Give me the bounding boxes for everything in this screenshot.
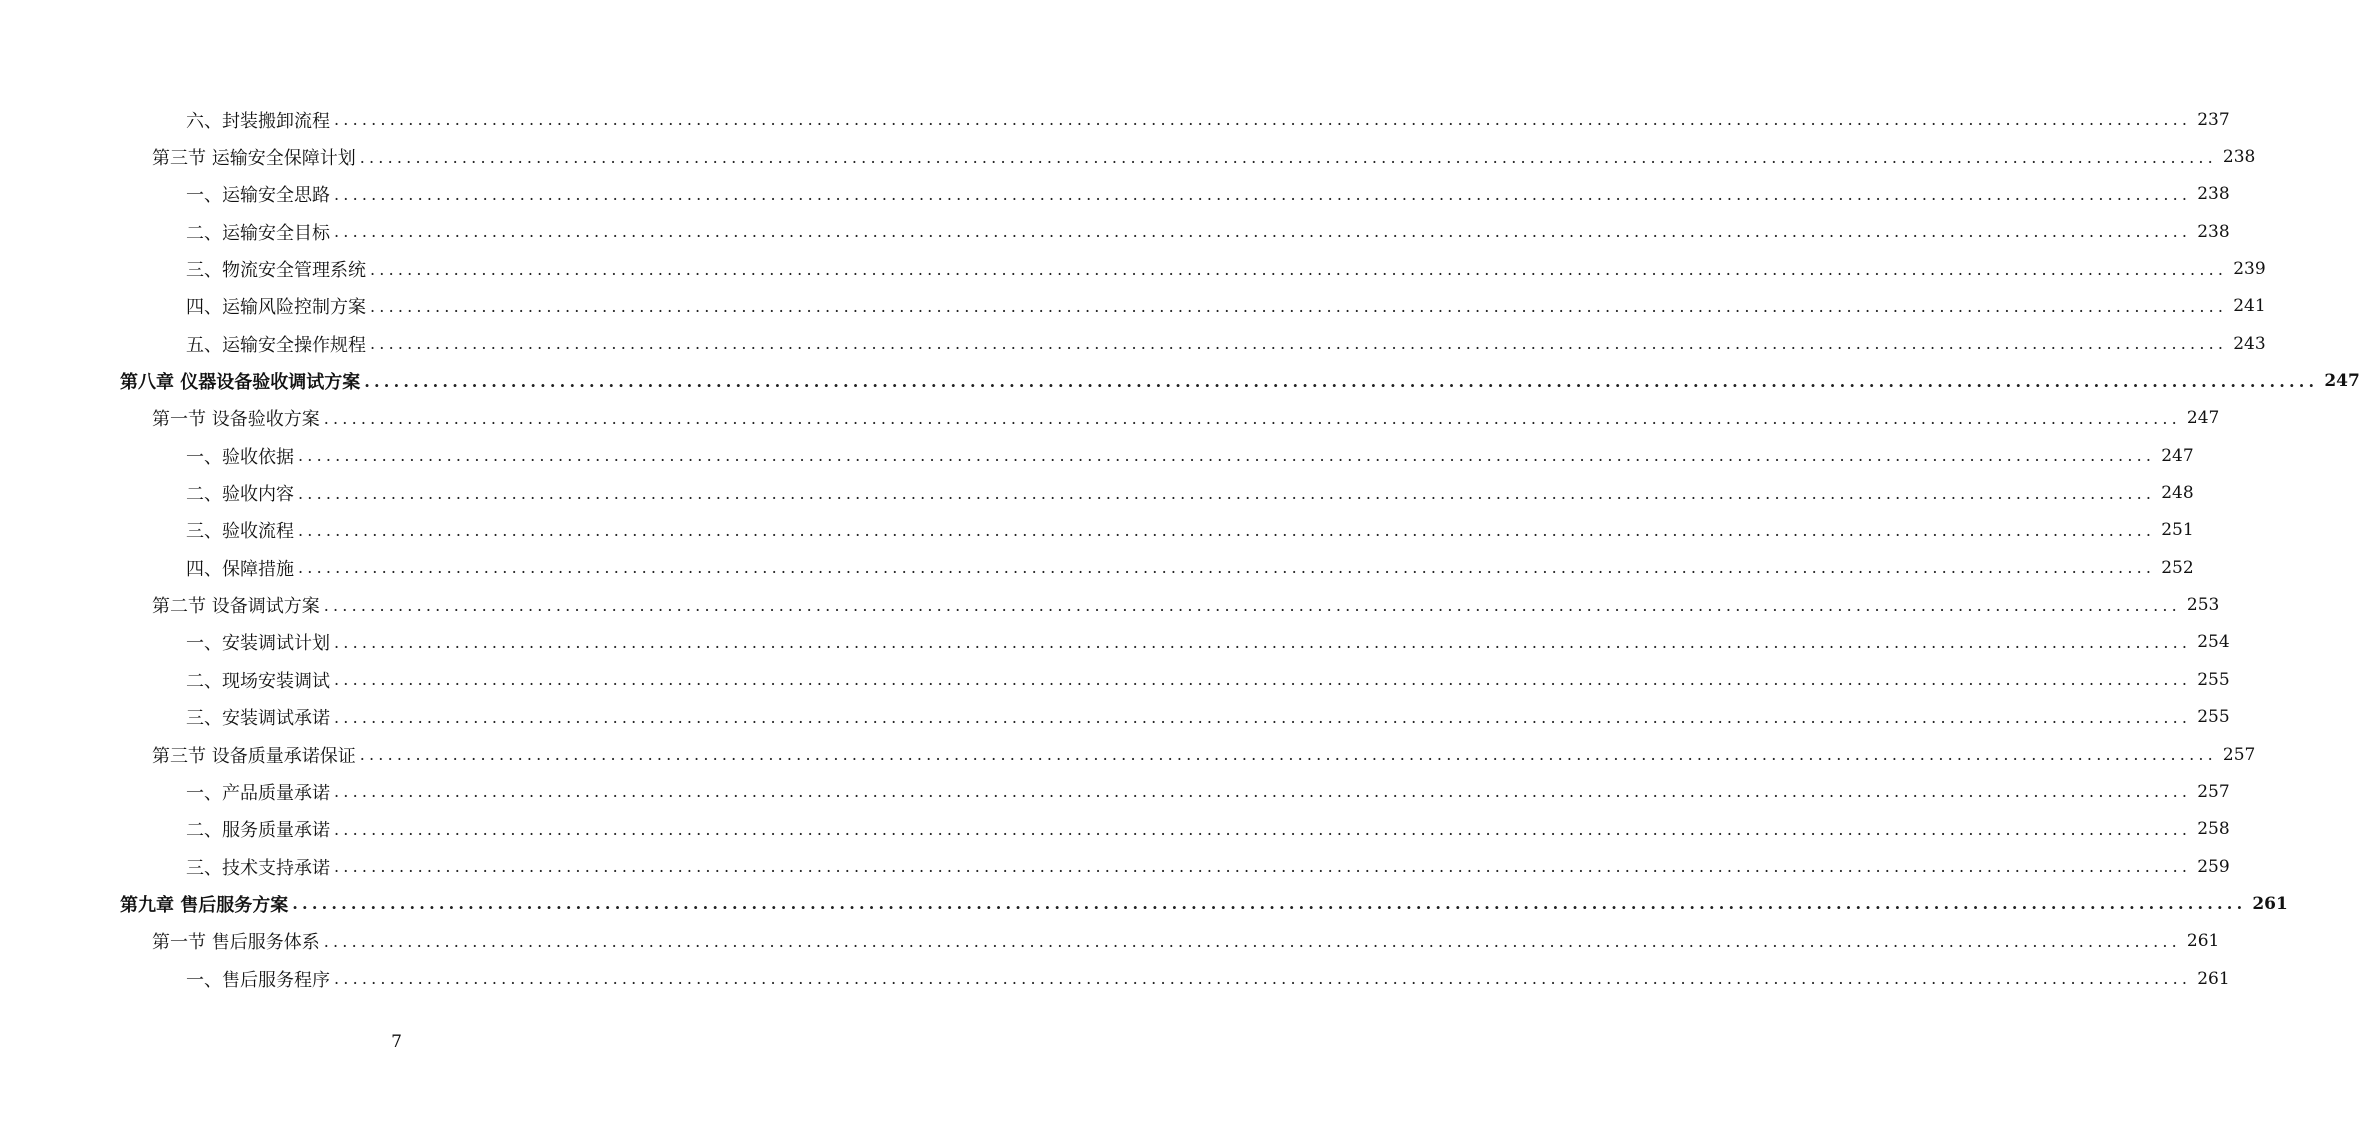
dot-leader: ........................................................................................................................................................................................................ <box>359 745 2217 765</box>
toc-entry[interactable] <box>0 586 2220 623</box>
dot-leader: ........................................................................................................................................................................................................ <box>298 446 2156 466</box>
toc-entry-title: 三、验收流程 <box>186 517 298 543</box>
toc-entry-title: 一、验收依据 <box>186 443 298 469</box>
toc-entry-title: 一、安装调试计划 <box>186 629 334 655</box>
toc-entry[interactable] <box>0 288 2266 325</box>
page-number: 7 <box>391 1032 402 1052</box>
toc-entry[interactable] <box>0 250 2266 287</box>
toc-entry-title: 二、验收内容 <box>186 480 298 506</box>
toc-entry-page: 255 <box>2191 670 2229 690</box>
toc-entry-title: 第三节 设备质量承诺保证 <box>152 742 360 768</box>
toc-entry-page: 257 <box>2191 782 2229 802</box>
toc-entry-page: 253 <box>2181 595 2219 615</box>
toc-entry[interactable] <box>0 138 2256 175</box>
toc-entry[interactable] <box>0 400 2220 437</box>
dot-leader: ........................................................................................................................................................................................................ <box>298 483 2156 503</box>
dot-leader: ........................................................................................................................................................................................................ <box>370 259 2228 279</box>
dot-leader: ........................................................................................................................................................................................................ <box>364 371 2319 391</box>
table-of-contents <box>0 101 2360 997</box>
toc-entry-title: 一、运输安全思路 <box>186 181 334 207</box>
dot-leader: ........................................................................................................................................................................................................ <box>298 558 2156 578</box>
toc-entry-title: 三、技术支持承诺 <box>186 854 334 880</box>
toc-entry-page: 238 <box>2191 222 2229 242</box>
toc-entry-page: 257 <box>2217 745 2255 765</box>
toc-entry-page: 261 <box>2191 969 2229 989</box>
toc-entry-title: 六、封装搬卸流程 <box>186 107 334 133</box>
toc-entry[interactable] <box>0 736 2256 773</box>
dot-leader: ........................................................................................................................................................................................................ <box>334 184 2192 204</box>
toc-entry-title: 第九章 售后服务方案 <box>120 891 292 917</box>
toc-entry[interactable] <box>0 325 2266 362</box>
dot-leader: ........................................................................................................................................................................................................ <box>323 408 2181 428</box>
toc-entry-page: 251 <box>2155 520 2193 540</box>
toc-entry-title: 第二节 设备调试方案 <box>152 592 324 618</box>
dot-leader: ........................................................................................................................................................................................................ <box>334 857 2192 877</box>
toc-entry-title: 四、保障措施 <box>186 555 298 581</box>
toc-entry[interactable] <box>0 885 2288 922</box>
toc-entry[interactable] <box>0 773 2230 810</box>
toc-entry[interactable] <box>0 960 2230 997</box>
dot-leader: ........................................................................................................................................................................................................ <box>292 894 2247 914</box>
toc-entry-title: 二、现场安装调试 <box>186 667 334 693</box>
toc-entry-title: 五、运输安全操作规程 <box>186 331 370 357</box>
toc-entry-title: 二、服务质量承诺 <box>186 816 334 842</box>
toc-entry-title: 二、运输安全目标 <box>186 219 334 245</box>
dot-leader: ........................................................................................................................................................................................................ <box>334 707 2192 727</box>
toc-entry[interactable] <box>0 549 2194 586</box>
toc-entry-page: 259 <box>2191 857 2229 877</box>
toc-entry-page: 252 <box>2155 558 2193 578</box>
toc-entry-page: 261 <box>2246 894 2286 914</box>
toc-entry-page: 248 <box>2155 483 2193 503</box>
toc-entry[interactable] <box>0 848 2230 885</box>
dot-leader: ........................................................................................................................................................................................................ <box>370 296 2228 316</box>
toc-entry-page: 238 <box>2191 184 2229 204</box>
dot-leader: ........................................................................................................................................................................................................ <box>334 670 2192 690</box>
toc-entry[interactable] <box>0 923 2220 960</box>
toc-entry[interactable] <box>0 213 2230 250</box>
toc-entry-page: 239 <box>2227 259 2265 279</box>
toc-entry-title: 一、售后服务程序 <box>186 966 334 992</box>
toc-entry-title: 第一节 售后服务体系 <box>152 928 324 954</box>
toc-entry-title: 第一节 设备验收方案 <box>152 405 324 431</box>
toc-entry-page: 238 <box>2217 147 2255 167</box>
toc-entry[interactable] <box>0 811 2230 848</box>
dot-leader: ........................................................................................................................................................................................................ <box>370 334 2228 354</box>
toc-entry-page: 247 <box>2155 446 2193 466</box>
dot-leader: ........................................................................................................................................................................................................ <box>334 969 2192 989</box>
toc-entry-page: 237 <box>2191 110 2229 130</box>
dot-leader: ........................................................................................................................................................................................................ <box>334 632 2192 652</box>
toc-entry-page: 241 <box>2227 296 2265 316</box>
dot-leader: ........................................................................................................................................................................................................ <box>298 520 2156 540</box>
dot-leader: ........................................................................................................................................................................................................ <box>323 595 2181 615</box>
toc-entry-page: 258 <box>2191 819 2229 839</box>
toc-entry[interactable] <box>0 512 2194 549</box>
toc-entry-title: 第八章 仪器设备验收调试方案 <box>120 368 364 394</box>
dot-leader: ........................................................................................................................................................................................................ <box>334 782 2192 802</box>
toc-entry-title: 一、产品质量承诺 <box>186 779 334 805</box>
dot-leader: ........................................................................................................................................................................................................ <box>334 222 2192 242</box>
toc-entry-page: 247 <box>2181 408 2219 428</box>
toc-entry[interactable] <box>0 437 2194 474</box>
toc-entry[interactable] <box>0 362 2360 399</box>
toc-entry[interactable] <box>0 176 2230 213</box>
toc-entry[interactable] <box>0 624 2230 661</box>
toc-entry-title: 三、物流安全管理系统 <box>186 256 370 282</box>
toc-entry-title: 第三节 运输安全保障计划 <box>152 144 360 170</box>
toc-entry-page: 243 <box>2227 334 2265 354</box>
toc-entry-page: 247 <box>2318 371 2358 391</box>
toc-entry-page: 254 <box>2191 632 2229 652</box>
toc-entry[interactable] <box>0 699 2230 736</box>
dot-leader: ........................................................................................................................................................................................................ <box>334 110 2192 130</box>
toc-entry[interactable] <box>0 474 2194 511</box>
toc-entry-page: 255 <box>2191 707 2229 727</box>
toc-entry-title: 三、安装调试承诺 <box>186 704 334 730</box>
toc-entry-title: 四、运输风险控制方案 <box>186 293 370 319</box>
toc-entry-page: 261 <box>2181 931 2219 951</box>
dot-leader: ........................................................................................................................................................................................................ <box>359 147 2217 167</box>
toc-entry[interactable] <box>0 661 2230 698</box>
dot-leader: ........................................................................................................................................................................................................ <box>334 819 2192 839</box>
toc-entry[interactable] <box>0 101 2230 138</box>
dot-leader: ........................................................................................................................................................................................................ <box>323 931 2181 951</box>
